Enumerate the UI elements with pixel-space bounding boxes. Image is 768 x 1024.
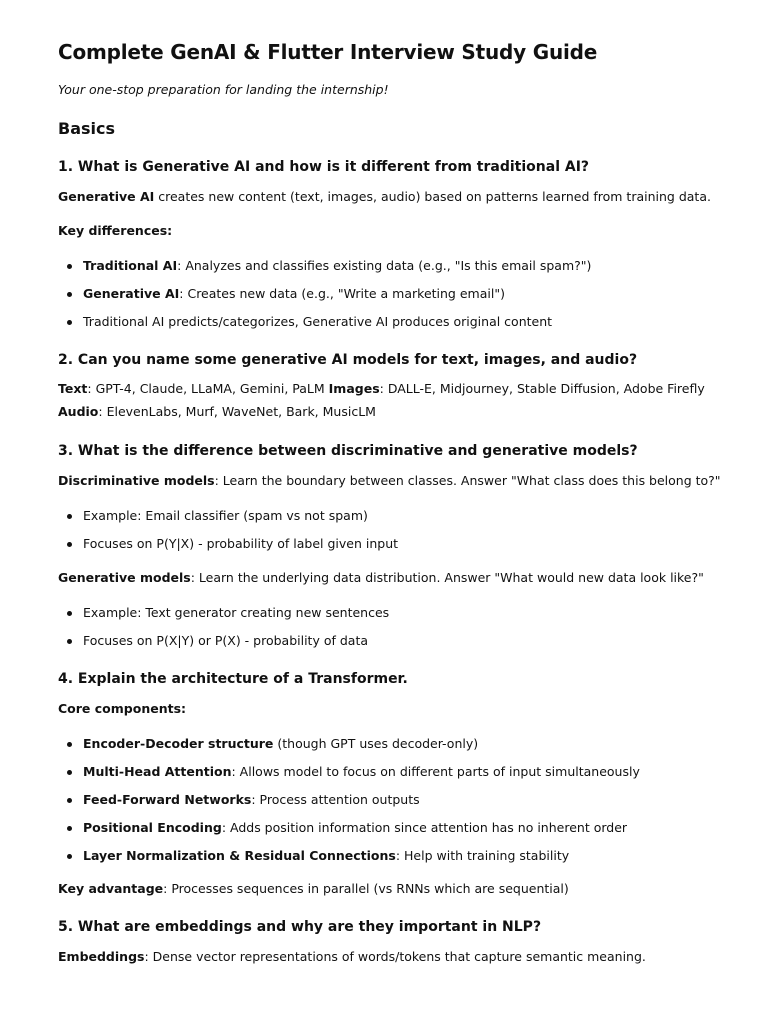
list-item: Example: Text generator creating new sentences xyxy=(58,605,389,633)
q4-adv-term: Key advantage xyxy=(58,881,164,896)
q5-emb-term: Embeddings xyxy=(58,949,145,964)
section-heading-basics: Basics xyxy=(58,119,116,138)
list-item xyxy=(58,736,640,764)
list-item xyxy=(58,258,591,286)
question-2-heading: 2. Can you name some generative AI models for text, images, and audio? xyxy=(58,352,638,368)
q5-embeddings-def xyxy=(58,947,646,967)
list-item-text: Traditional AI predicts/categorizes, Generative AI produces original content xyxy=(83,314,553,329)
q3-disc-text: : Learn the boundary between classes. Answer "What class does this belong to?" xyxy=(214,473,721,488)
list-item xyxy=(58,820,640,848)
q2-images-models: : DALL-E, Midjourney, Stable Diffusion, Adobe Firefly xyxy=(379,381,705,396)
list-item xyxy=(58,848,640,876)
q1-definition xyxy=(58,187,711,207)
list-item-term: Multi-Head Attention xyxy=(83,764,232,779)
question-5-heading: 5. What are embeddings and why are they important in NLP? xyxy=(58,919,542,935)
list-item-text: : Creates new data (e.g., "Write a marketing email") xyxy=(179,286,505,301)
list-item-term: Traditional AI xyxy=(83,258,178,273)
list-item xyxy=(58,764,640,792)
q2-text-models: : GPT-4, Claude, LLaMA, Gemini, PaLM xyxy=(87,381,329,396)
q2-images-term: Images xyxy=(328,381,380,396)
list-item-text: : Allows model to focus on different parts of input simultaneously xyxy=(231,764,640,779)
list-item-term: Generative AI xyxy=(83,286,180,301)
q1-key-differences-label: Key differences: xyxy=(58,223,173,238)
list-item-text: (though GPT uses decoder-only) xyxy=(273,736,479,751)
list-item-term: Feed-Forward Networks xyxy=(83,792,252,807)
question-4-heading: 4. Explain the architecture of a Transformer. xyxy=(58,671,408,687)
list-item xyxy=(58,286,591,314)
q3-discriminative-list xyxy=(58,508,398,564)
list-item-text: : Adds position information since attention has no inherent order xyxy=(221,820,628,835)
list-item-term: Encoder-Decoder structure xyxy=(83,736,274,751)
q3-discriminative-def xyxy=(58,471,721,491)
q3-generative-def xyxy=(58,568,704,588)
q2-models-line-1 xyxy=(58,379,705,399)
question-1-heading: 1. What is Generative AI and how is it different from traditional AI? xyxy=(58,159,590,175)
q1-def-term: Generative AI xyxy=(58,189,155,204)
list-item xyxy=(58,792,640,820)
q4-components-list xyxy=(58,736,640,876)
question-3-heading: 3. What is the difference between discriminative and generative models? xyxy=(58,443,638,459)
q2-audio-term: Audio xyxy=(58,404,99,419)
list-item: Example: Email classifier (spam vs not spam) xyxy=(58,508,398,536)
list-item-text: : Help with training stability xyxy=(395,848,570,863)
q4-core-components-label: Core components: xyxy=(58,701,187,716)
q5-emb-text: : Dense vector representations of words/tokens that capture semantic meaning. xyxy=(144,949,646,964)
q3-gen-term: Generative models xyxy=(58,570,191,585)
q2-audio-models: : ElevenLabs, Murf, WaveNet, Bark, MusicLM xyxy=(98,404,376,419)
page-title: Complete GenAI & Flutter Interview Study Guide xyxy=(58,40,598,64)
q4-key-advantage xyxy=(58,879,569,899)
q3-generative-list xyxy=(58,605,389,661)
q3-disc-term: Discriminative models xyxy=(58,473,215,488)
q3-gen-text: : Learn the underlying data distribution. Answer "What would new data look like?" xyxy=(190,570,704,585)
page-subtitle: Your one-stop preparation for landing the internship! xyxy=(58,82,389,97)
list-item-text: : Analyzes and classifies existing data (e.g., "Is this email spam?") xyxy=(177,258,592,273)
list-item-term: Layer Normalization & Residual Connections xyxy=(83,848,396,863)
q1-differences-list xyxy=(58,258,591,342)
list-item-text: : Process attention outputs xyxy=(251,792,420,807)
q4-adv-text: : Processes sequences in parallel (vs RNNs which are sequential) xyxy=(163,881,569,896)
q1-def-text: creates new content (text, images, audio) based on patterns learned from training data. xyxy=(154,189,711,204)
q2-text-term: Text xyxy=(58,381,88,396)
list-item-term: Positional Encoding xyxy=(83,820,222,835)
q2-models-line-2 xyxy=(58,402,376,422)
list-item: Focuses on P(Y|X) - probability of label given input xyxy=(58,536,398,564)
list-item: Focuses on P(X|Y) or P(X) - probability of data xyxy=(58,633,389,661)
list-item xyxy=(58,314,591,342)
